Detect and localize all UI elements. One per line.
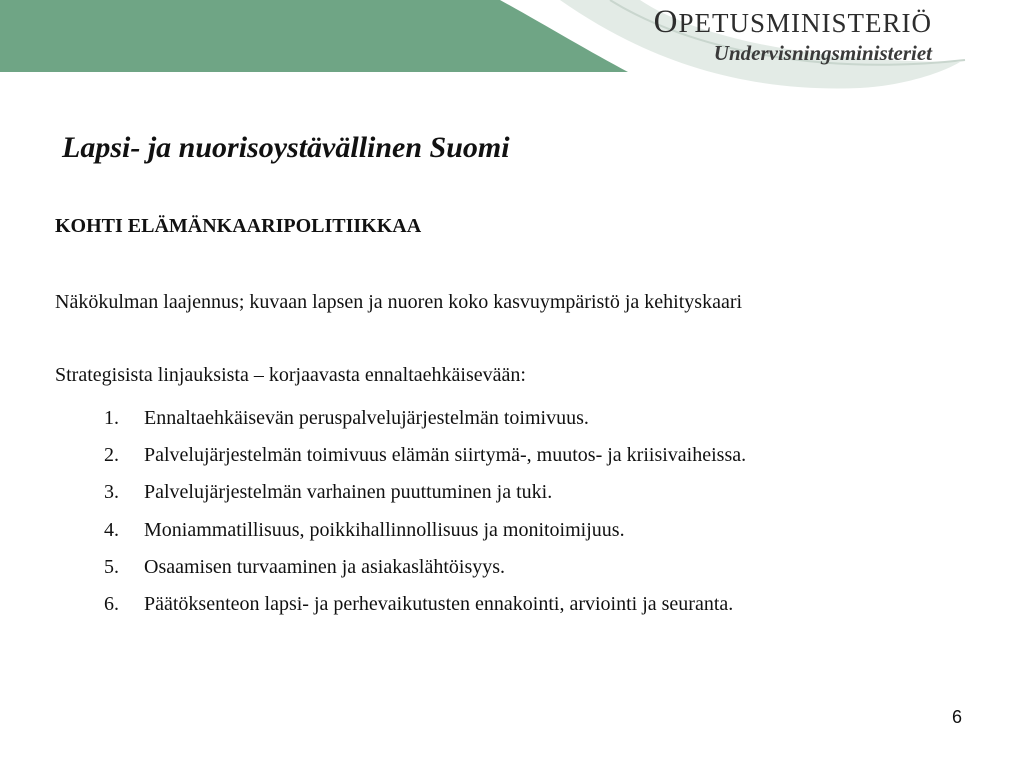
ministry-name-swedish: Undervisningsministeriet xyxy=(713,41,932,65)
list-item-number: 5. xyxy=(104,555,119,578)
list-item-text: Palvelujärjestelmän toimivuus elämän siirtymä-, muutos- ja kriisivaiheissa. xyxy=(144,444,747,467)
header-green-shape xyxy=(0,0,628,72)
list-item-text: Ennaltaehkäisevän peruspalvelujärjestelmän toimivuus. xyxy=(144,407,589,430)
ministry-name-rest: PETUSMINISTERIÖ xyxy=(678,8,932,38)
list-item xyxy=(104,400,746,437)
list-item-text: Päätöksenteon lapsi- ja perhevaikutusten ennakointi, arviointi ja seuranta. xyxy=(144,593,734,616)
list-item-text: Osaamisen turvaaminen ja asiakaslähtöisyys. xyxy=(144,555,506,578)
list-item xyxy=(104,512,746,549)
paragraph-perspective: Näkökulman laajennus; kuvaan lapsen ja nuoren koko kasvuympäristö ja kehityskaari xyxy=(55,291,743,313)
list-item xyxy=(104,437,746,474)
slide-subtitle: KOHTI ELÄMÄNKAARIPOLITIIKKAA xyxy=(55,215,422,237)
list-item xyxy=(104,549,746,586)
list-item-number: 6. xyxy=(104,593,119,616)
list-item-number: 1. xyxy=(104,407,119,430)
list-item xyxy=(104,474,746,511)
list-item-text: Moniammatillisuus, poikkihallinnollisuus ja monitoimijuus. xyxy=(144,518,625,541)
page-number: 6 xyxy=(951,707,962,727)
paragraph-strategy: Strategisista linjauksista – korjaavasta ennaltaehkäisevään: xyxy=(55,364,526,386)
strategy-list xyxy=(104,400,746,623)
ministry-name xyxy=(654,6,932,39)
ministry-logo xyxy=(654,6,932,65)
list-item-number: 2. xyxy=(104,444,119,467)
list-item-text: Palvelujärjestelmän varhainen puuttuminen ja tuki. xyxy=(144,481,553,504)
slide-title: Lapsi- ja nuorisoystävällinen Suomi xyxy=(62,131,510,164)
list-item xyxy=(104,586,746,623)
list-item-number: 3. xyxy=(104,481,119,504)
list-item-number: 4. xyxy=(104,518,119,541)
ministry-name-initial: O xyxy=(653,4,679,40)
